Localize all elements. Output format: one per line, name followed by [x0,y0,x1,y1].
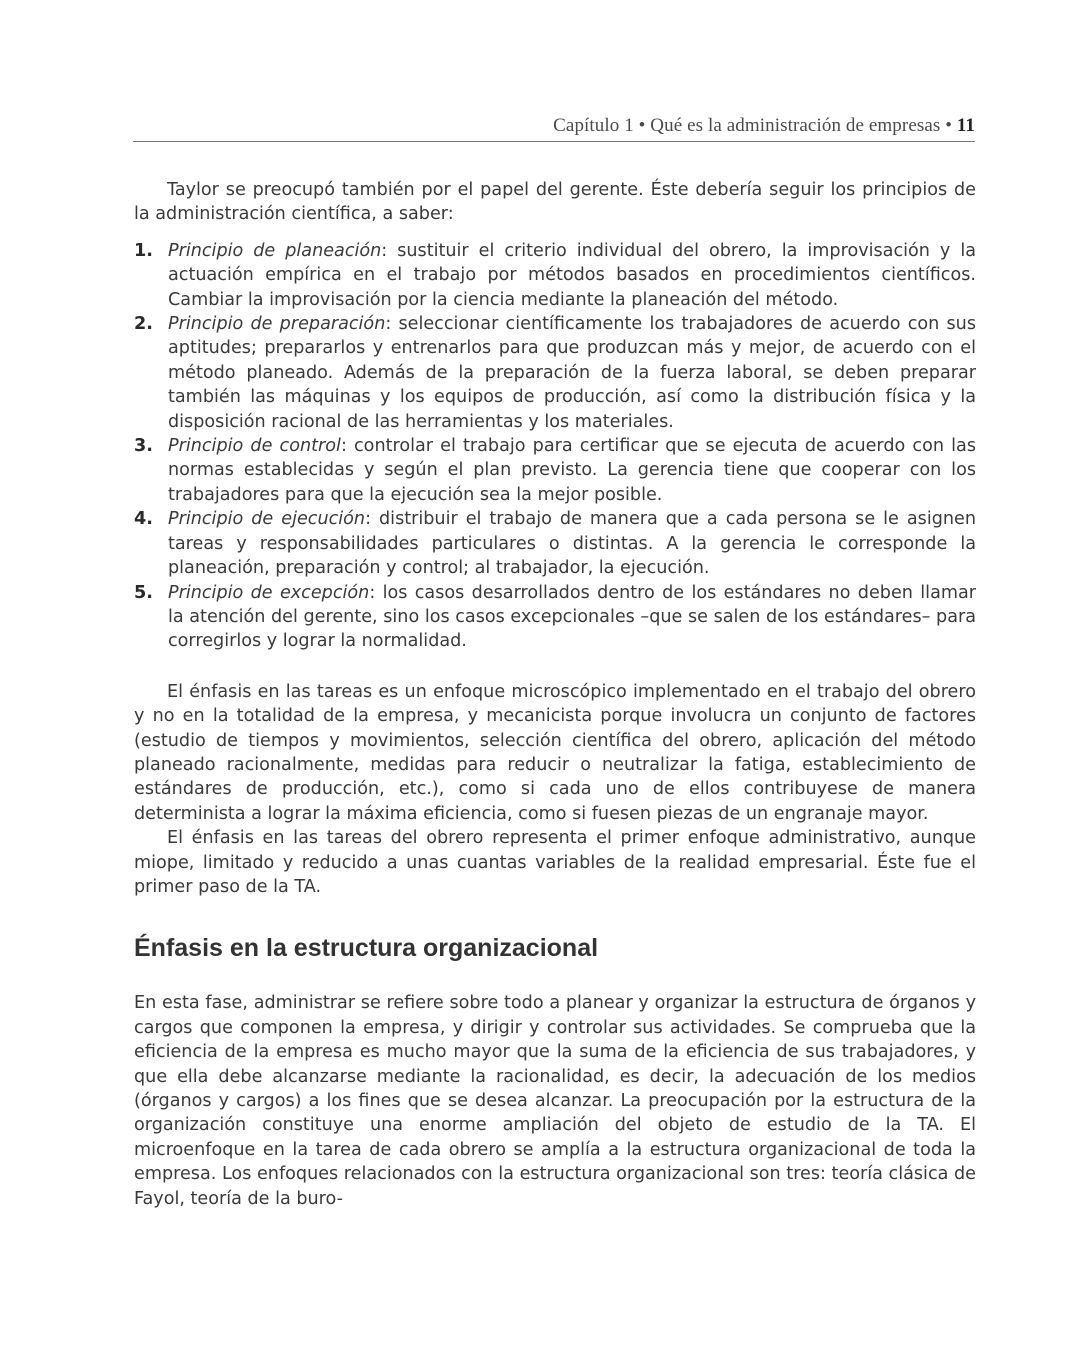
body-paragraph: El énfasis en las tareas del obrero representa el primer enfoque administrativo, aunque miope, limitado y reducido a unas cuantas variables de la realidad empresarial. Éste fue el primer paso de la TA. [134,828,976,897]
header-rule [133,141,975,142]
running-head [133,115,975,137]
principle-term: Principio de control [168,436,341,457]
principle-text: : seleccionar científicamente los trabajadores de acuerdo con sus aptitudes; prepararlos y entrenarlos para que produzcan más y mejor, de acuerdo con el método planeado. Además de la preparación de la fuerza laboral, se deben preparar también las máquinas y los equipos de producción, así como la distribución física y la disposición racional de las herramientas y los materiales. [168,314,976,432]
list-number: 5. [134,582,153,603]
body-paragraph: El énfasis en las tareas es un enfoque microscópico implementado en el trabajo del obrero y no en la totalidad de la empresa, y mecanicista porque involucra un conjunto de factores (estudio de tiempos y movimientos, selección científica del obrero, aplicación del método planeado racionalmente, medidas para reducir o neutralizar la fatiga, establecimiento de estándares de producción, etc.), como si cada uno de ellos contribuyese de manera determinista a lograr la máxima eficiencia, como si fuesen piezas de un engranaje mayor. [134,681,976,824]
principle-term: Principio de preparación [168,314,386,335]
page-body [134,178,976,1211]
principle-term: Principio de planeación [168,240,382,261]
list-item [134,581,976,654]
principle-text: : controlar el trabajo para certificar que se ejecuta de acuerdo con las normas establecidas y según el plan previsto. La gerencia tiene que cooperar con los trabajadores para que la ejecución sea la mejor posible. [168,436,976,505]
principle-text: : distribuir el trabajo de manera que a cada persona se le asignen tareas y responsabilidades particulares o distintas. A la gerencia le corresponde la planeación, preparación y control; al trabajador, la ejecución. [168,509,976,579]
principles-list [134,239,976,654]
list-number: 4. [134,509,153,530]
section-paragraph: En esta fase, administrar se refiere sobre todo a planear y organizar la estructura de órganos y cargos que componen la empresa, y dirigir y controlar sus actividades. Se comprueba que la eficiencia de la empresa es mucho mayor que la suma de la eficiencia de sus trabajadores, y que ella debe alcanzarse mediante la racionalidad, es decir, la adecuación de los medios (órganos y cargos) a los fines que se desea alcanzar. La preocupación por la estructura de la organización constituye una enorme ampliación del objeto de estudio de la TA. El microenfoque en la tarea de cada obrero se amplía a la estructura organizacional de toda la empresa. Los enfoques relacionados con la estructura organizacional son tres: teoría clásica de Fayol, teoría de la buro- [134,993,976,1209]
principle-term: Principio de ejecución [168,509,366,530]
list-item [134,312,976,434]
page-number: 11 [956,115,975,136]
principle-text: : los casos desarrollados dentro de los estándares no deben llamar la atención del gerente, sino los casos excepcionales –que se salen de los estándares– para corregirlos y lograr la normalidad. [168,582,976,652]
principle-text: : sustituir el criterio individual del obrero, la improvisación y la actuación empírica en el trabajo por métodos basados en procedimientos científicos. Cambiar la improvisación por la ciencia mediante la planeación del método. [168,240,976,310]
section-heading: Énfasis en la estructura organizacional [134,934,599,963]
running-title: Capítulo 1 • Qué es la administración de empresas • [553,115,952,136]
list-number: 2. [134,314,153,335]
list-number: 1. [134,240,153,261]
list-item [134,507,976,580]
principle-term: Principio de excepción [168,582,370,603]
list-item [134,434,976,507]
list-number: 3. [134,436,153,457]
list-item [134,239,976,312]
intro-paragraph: Taylor se preocupó también por el papel del gerente. Éste debería seguir los principios de la administración científica, a saber: [134,180,976,225]
